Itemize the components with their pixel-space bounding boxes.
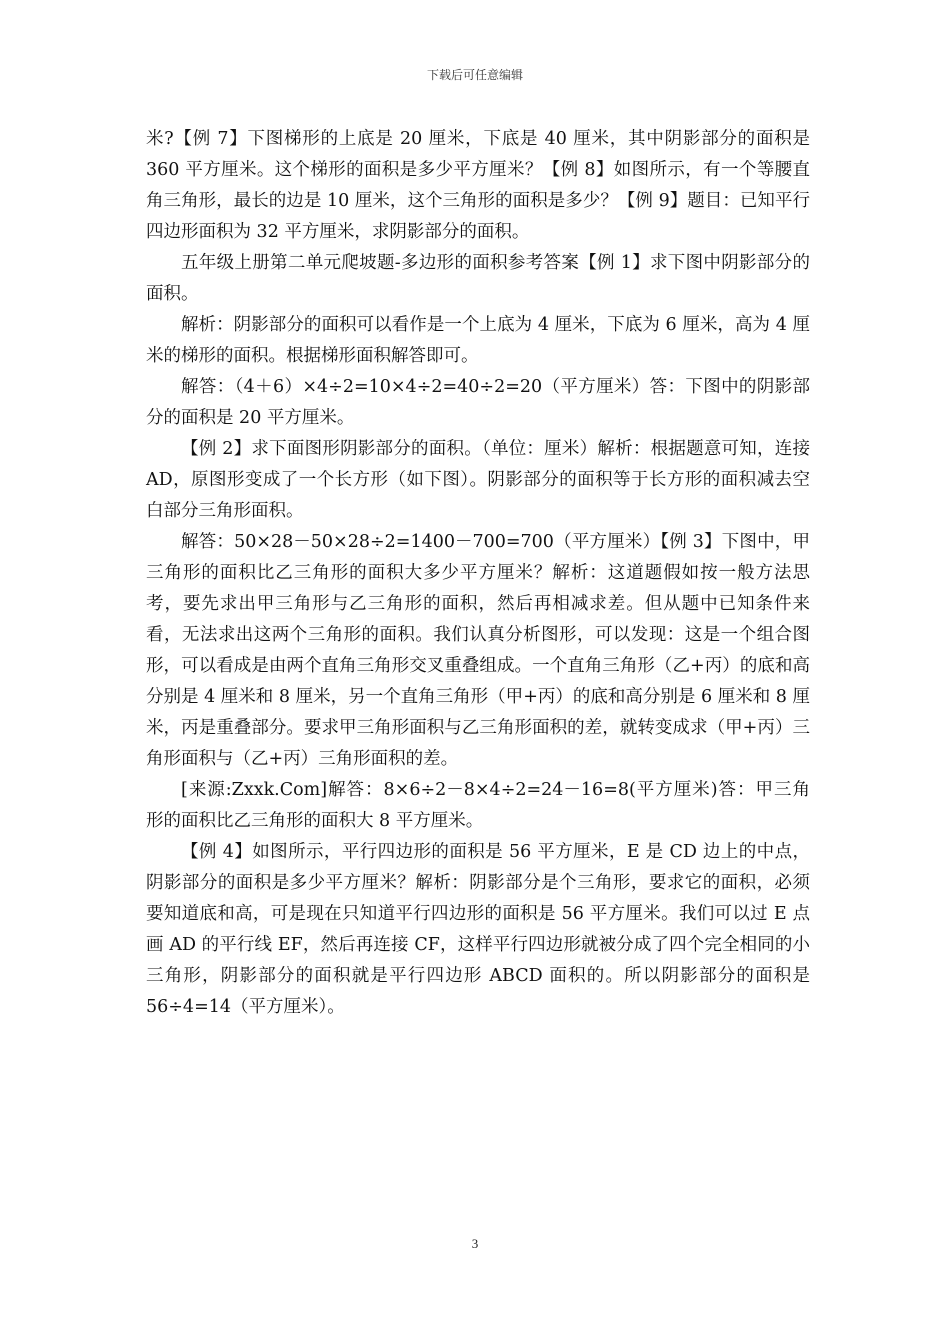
paragraph-example1-answer: 解答：（4＋6）×4÷2=10×4÷2=40÷2=20（平方厘米）答：下图中的阴影部分的面积是 20 平方厘米。	[146, 377, 810, 428]
paragraph-continuation: 米?【例 7】下图梯形的上底是 20 厘米，下底是 40 厘米，其中阴影部分的面积是 360 平方厘米。这个梯形的面积是多少平方厘米？【例 8】如图所示，有一个等腰直角三角形，最长的边是 10 厘米，这个三角形的面积是多少？【例 9】题目：已知平行四边形面积为 32 平方厘米，求阴影部分的面积。	[146, 129, 810, 242]
paragraph-example4: 【例 4】如图所示，平行四边形的面积是 56 平方厘米，E 是 CD 边上的中点，阴影部分的面积是多少平方厘米？解析：阴影部分是个三角形，要求它的面积，必须要知道底和高，可是现在只知道平行四边形的面积是 56 平方厘米。我们可以过 E 点画 AD 的平行线 EF，然后再连接 CF，这样平行四边形就被分成了四个完全相同的小三角形，阴影部分的面积就是平行四边形 ABCD 面积的。所以阴影部分的面积是 56÷4=14（平方厘米）。	[146, 842, 810, 1017]
paragraph-answer-title: 五年级上册第二单元爬坡题-多边形的面积参考答案【例 1】求下图中阴影部分的面积。	[146, 253, 810, 304]
paragraph-example2-answer-example3: 解答：50×28－50×28÷2=1400－700=700（平方厘米）【例 3】下图中，甲三角形的面积比乙三角形的面积大多少平方厘米？解析：这道题假如按一般方法思考，要先求出甲三角形与乙三角形的面积，然后再相减求差。但从题中已知条件来看，无法求出这两个三角形的面积。我们认真分析图形，可以发现：这是一个组合图形，可以看成是由两个直角三角形交叉重叠组成。一个直角三角形（乙+丙）的底和高分别是 4 厘米和 8 厘米，另一个直角三角形（甲+丙）的底和高分别是 6 厘米和 8 厘米，丙是重叠部分。要求甲三角形面积与乙三角形面积的差，就转变成求（甲+丙）三角形面积与（乙+丙）三角形面积的差。	[146, 532, 810, 769]
page-header: 下载后可任意编辑	[426, 68, 523, 82]
paragraph-example1-analysis: 解析：阴影部分的面积可以看作是一个上底为 4 厘米，下底为 6 厘米，高为 4 厘米的梯形的面积。根据梯形面积解答即可。	[146, 315, 810, 366]
document-body	[146, 124, 810, 1023]
paragraph-example2: 【例 2】求下面图形阴影部分的面积。（单位：厘米）解析：根据题意可知，连接 AD，原图形变成了一个长方形（如下图）。阴影部分的面积等于长方形的面积减去空白部分三角形面积。	[146, 439, 810, 521]
paragraph-example3-answer: [来源:Zxxk.Com]解答：8×6÷2－8×4÷2=24－16=8(平方厘米)答：甲三角形的面积比乙三角形的面积大 8 平方厘米。	[146, 780, 810, 831]
page-number: 3	[471, 1236, 479, 1251]
